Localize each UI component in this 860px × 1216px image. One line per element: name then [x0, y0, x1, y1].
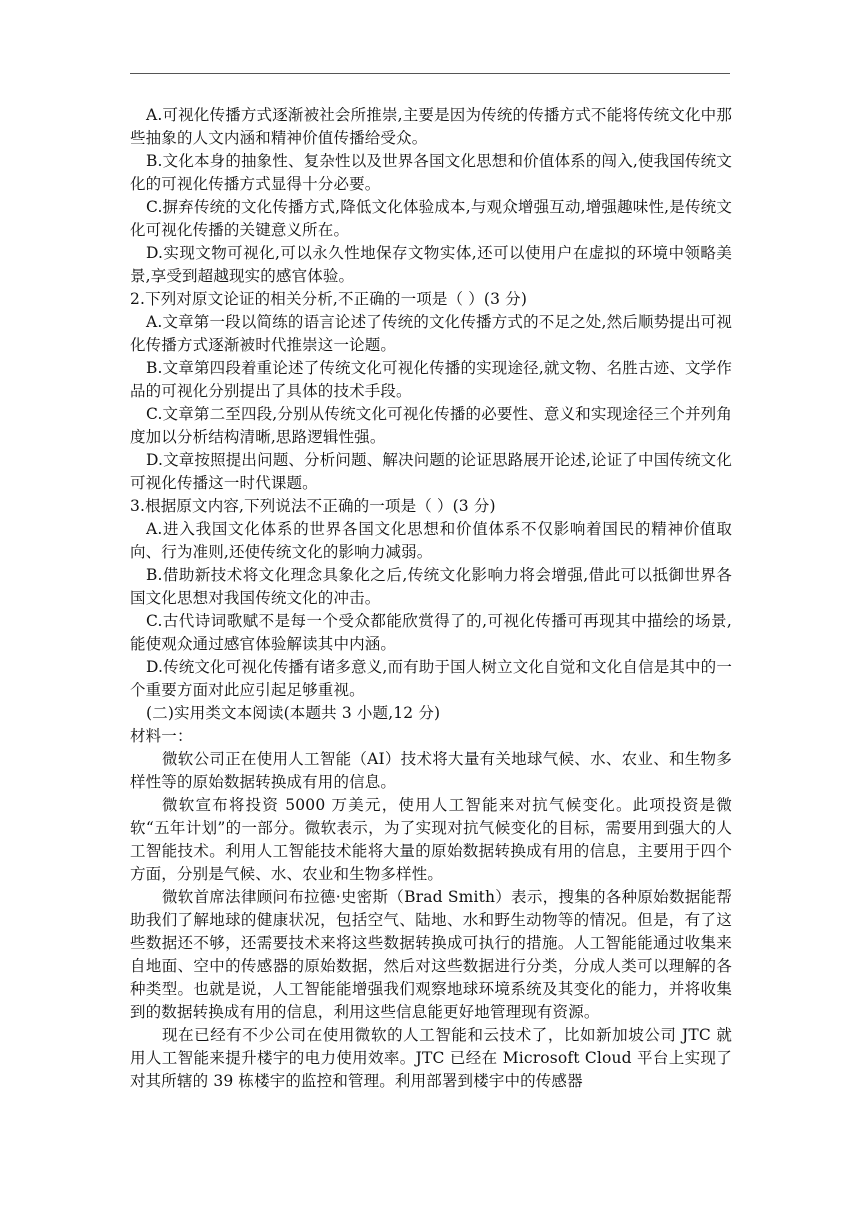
q3-stem: 3.根据原文内容,下列说法不正确的一项是（ ）(3 分) [130, 497, 496, 515]
header-rule [130, 73, 730, 74]
q1-option-d: D.实现文物可视化,可以永久性地保存文物实体,还可以使用户在虚拟的环境中领略美景,享受到超越现实的感官体验。 [130, 244, 732, 285]
q1-option-a: A.可视化传播方式逐渐被社会所推崇,主要是因为传统的传播方式不能将传统文化中那些抽象的人文内涵和精神价值传播给受众。 [130, 106, 732, 147]
material-paragraph: 微软宣布将投资 5000 万美元，使用人工智能来对抗气候变化。此项投资是微软“五年计划”的一部分。微软表示，为了实现对抗气候变化的目标，需要用到强大的人工智能技术。利用人工智能技术能将大量的原始数据转换成有用的信息，主要用于四个方面，分别是气候、水、农业和生物多样性。 [130, 796, 732, 883]
q1-option-c: C.摒弃传统的文化传播方式,降低文化体验成本,与观众增强互动,增强趣味性,是传统文化可视化传播的关键意义所在。 [130, 198, 732, 239]
q3-option-d: D.传统文化可视化传播有诸多意义,而有助于国人树立文化自觉和文化自信是其中的一个重要方面对此应引起足够重视。 [130, 658, 732, 699]
material-paragraph: 微软公司正在使用人工智能（AI）技术将大量有关地球气候、水、农业、和生物多样性等的原始数据转换成有用的信息。 [130, 750, 732, 791]
q2-stem: 2.下列对原文论证的相关分析,不正确的一项是（ ）(3 分) [130, 290, 528, 308]
material-paragraph: 微软首席法律顾问布拉德·史密斯（Brad Smith）表示，搜集的各种原始数据能帮助我们了解地球的健康状况，包括空气、陆地、水和野生动物等的情况。但是，有了这些数据还不够，还需要技术来将这些数据转换成可执行的措施。人工智能能通过收集来自地面、空中的传感器的原始数据，然后对这些数据进行分类，分成人类可以理解的各种类型。也就是说，人工智能能增强我们观察地球环境系统及其变化的能力，并将收集到的数据转换成有用的信息，利用这些信息能更好地管理现有资源。 [130, 888, 732, 1021]
material-label: 材料一： [130, 727, 193, 745]
q2-option-c: C.文章第二至四段,分别从传统文化可视化传播的必要性、意义和实现途径三个并列角度加以分析结构清晰,思路逻辑性强。 [130, 405, 732, 446]
q3-option-a: A.进入我国文化体系的世界各国文化思想和价值体系不仅影响着国民的精神价值取向、行为准则,还使传统文化的影响力减弱。 [130, 520, 732, 561]
q2-option-d: D.文章按照提出问题、分析问题、解决问题的论证思路展开论述,论证了中国传统文化可视化传播这一时代课题。 [130, 451, 732, 492]
q2-option-a: A.文章第一段以简练的语言论述了传统的文化传播方式的不足之处,然后顺势提出可视化传播方式逐渐被时代推崇这一论题。 [130, 313, 732, 354]
material-paragraph: 现在已经有不少公司在使用微软的人工智能和云技术了，比如新加坡公司 JTC 就用人工智能来提升楼宇的电力使用效率。JTC 已经在 Microsoft Cloud 平台上实现了对其所辖的 39 栋楼宇的监控和管理。利用部署到楼宇中的传感器 [130, 1026, 732, 1090]
document-body [130, 104, 732, 1093]
section-title: (二)实用类文本阅读(本题共 3 小题,12 分) [146, 704, 441, 722]
q3-option-c: C.古代诗词歌赋不是每一个受众都能欣赏得了的,可视化传播可再现其中描绘的场景,能使观众通过感官体验解读其中内涵。 [130, 612, 732, 653]
q2-option-b: B.文章第四段着重论述了传统文化可视化传播的实现途径,就文物、名胜古迹、文学作品的可视化分别提出了具体的技术手段。 [130, 359, 732, 400]
q3-option-b: B.借助新技术将文化理念具象化之后,传统文化影响力将会增强,借此可以抵御世界各国文化思想对我国传统文化的冲击。 [130, 566, 732, 607]
q1-option-b: B.文化本身的抽象性、复杂性以及世界各国文化思想和价值体系的闯入,使我国传统文化的可视化传播方式显得十分必要。 [130, 152, 732, 193]
